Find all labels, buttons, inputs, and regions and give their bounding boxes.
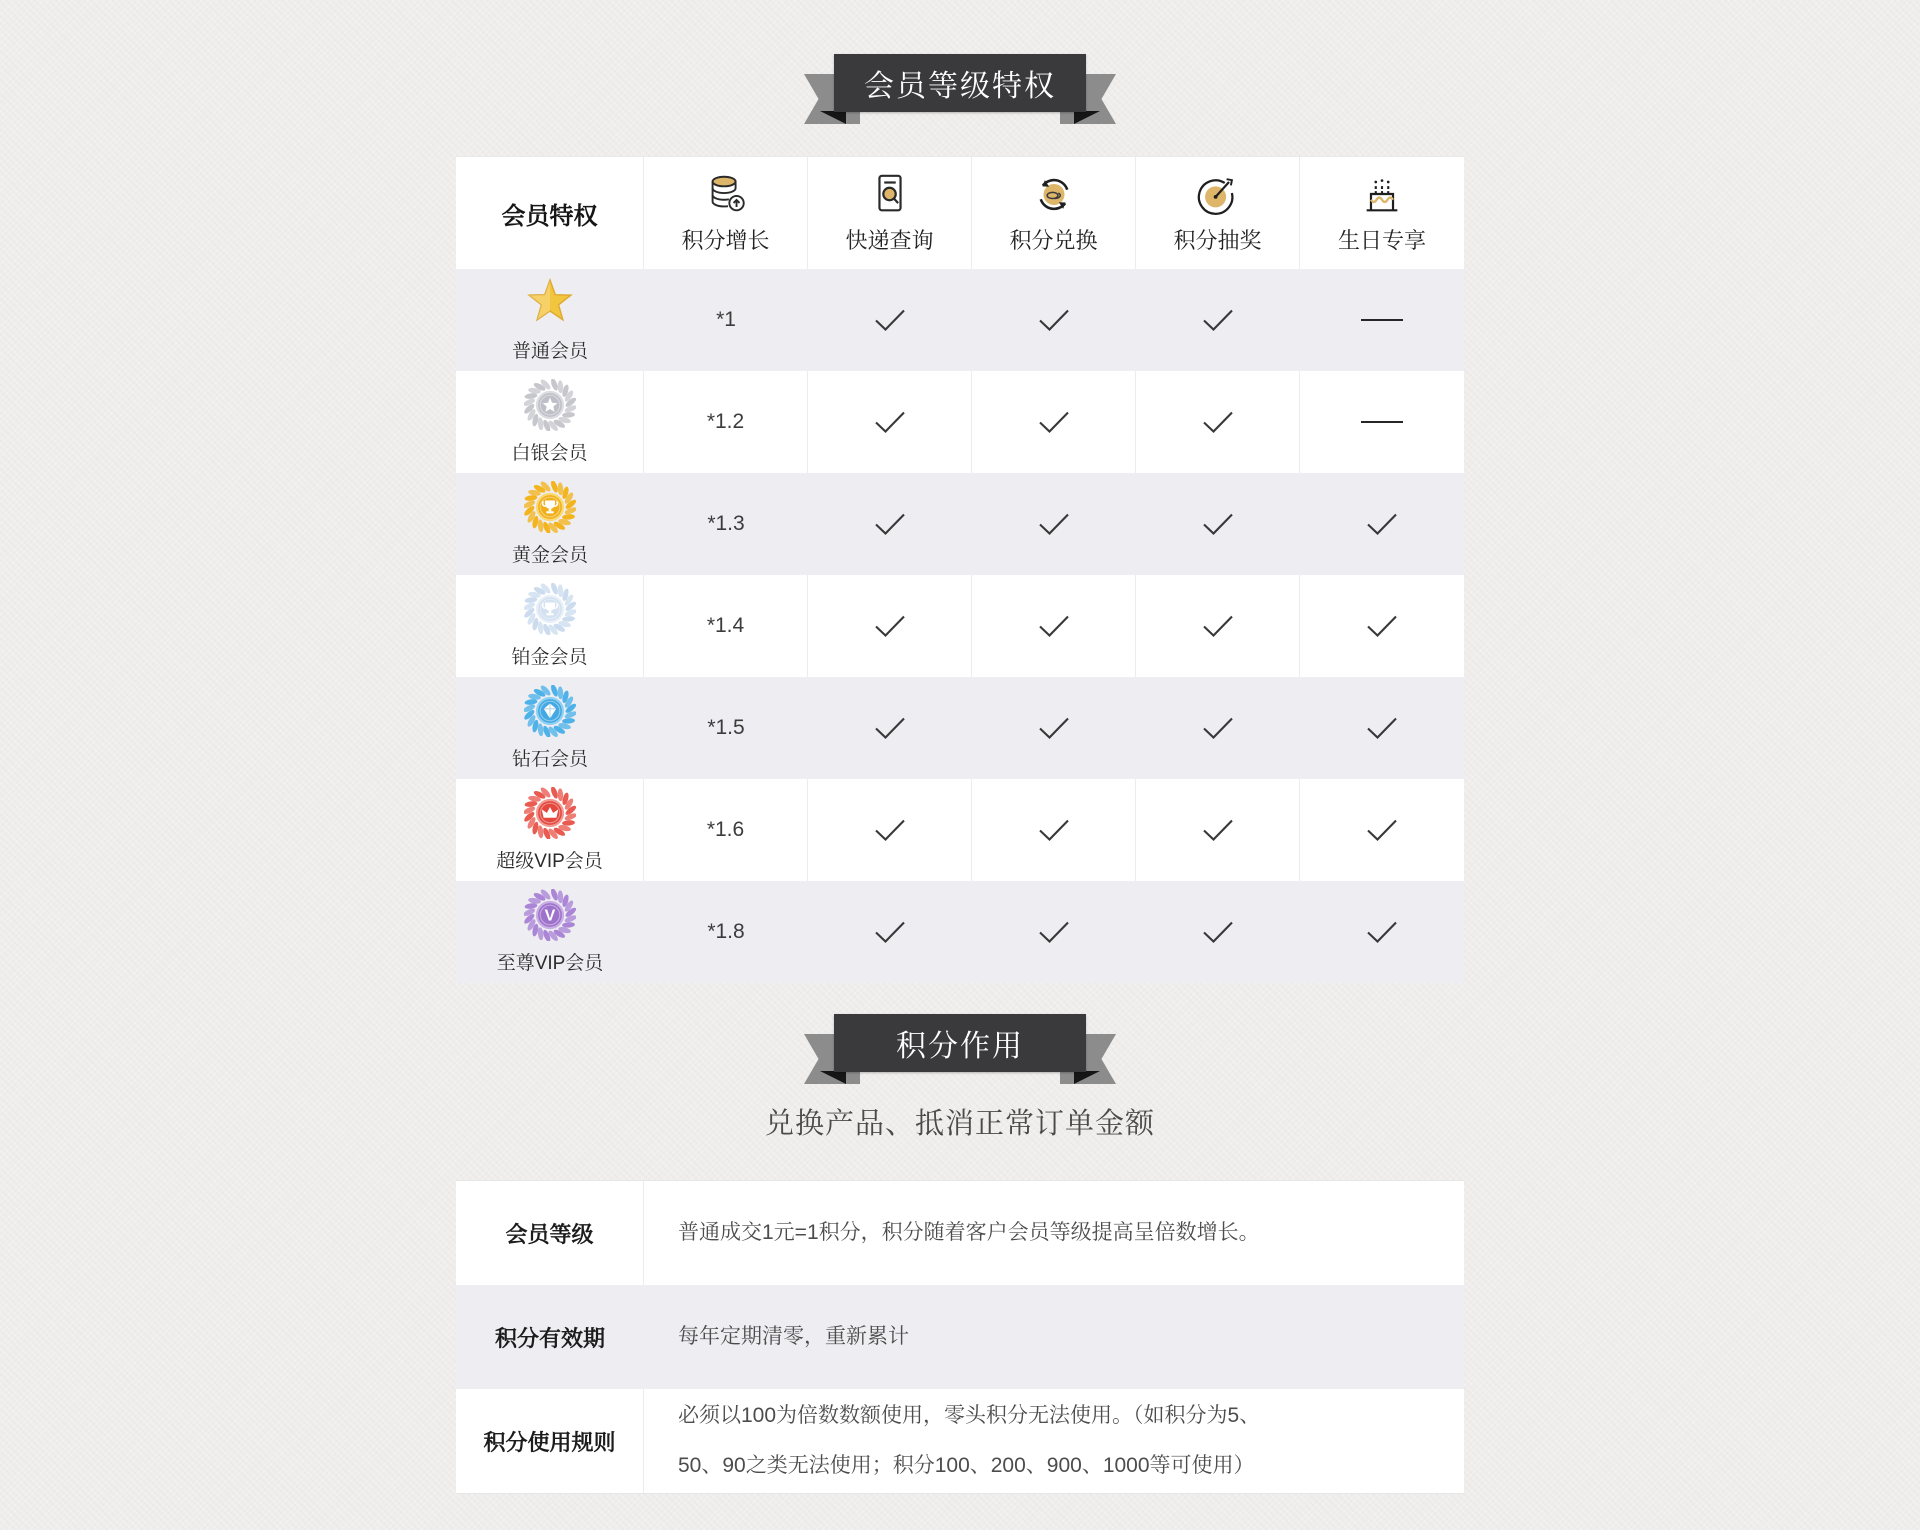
column-header-label: 积分兑换 bbox=[1009, 228, 1098, 253]
points-multiplier-cell bbox=[644, 371, 808, 473]
column-header bbox=[1136, 157, 1300, 269]
membership-privileges-table bbox=[456, 156, 1464, 983]
member-level-label: 钻石会员 bbox=[511, 749, 588, 770]
column-header bbox=[972, 157, 1136, 269]
check-icon bbox=[1136, 881, 1300, 983]
points-multiplier-cell bbox=[644, 575, 808, 677]
lottery-dart-icon bbox=[1195, 171, 1241, 217]
column-header-label: 积分增长 bbox=[681, 228, 770, 253]
check-icon bbox=[972, 881, 1136, 983]
member-row bbox=[456, 779, 1464, 881]
member-row bbox=[456, 473, 1464, 575]
member-row bbox=[456, 269, 1464, 371]
check-icon bbox=[808, 779, 972, 881]
check-icon bbox=[1300, 677, 1464, 779]
member-level-cell bbox=[456, 779, 644, 881]
rule-content-line: 必须以100为倍数数额使用，零头积分无法使用。（如积分为5、 bbox=[678, 1404, 1261, 1427]
points-multiplier-cell bbox=[644, 473, 808, 575]
membership-page bbox=[0, 54, 1920, 1530]
dash-icon bbox=[1300, 269, 1464, 371]
privileges-ribbon bbox=[834, 54, 1086, 112]
svg-text:V: V bbox=[544, 907, 556, 925]
rule-content-line: 50、90之类无法使用；积分100、200、900、1000等可使用） bbox=[678, 1454, 1255, 1477]
points-ribbon bbox=[834, 1014, 1086, 1072]
column-header bbox=[644, 157, 808, 269]
check-icon bbox=[1300, 881, 1464, 983]
points-multiplier-value: *1.5 bbox=[707, 716, 745, 739]
points-multiplier-cell bbox=[644, 269, 808, 371]
member-level-label: 铂金会员 bbox=[511, 647, 588, 668]
check-icon bbox=[1300, 575, 1464, 677]
check-icon bbox=[972, 371, 1136, 473]
points-exchange-icon bbox=[1031, 171, 1077, 217]
privileges-table-body bbox=[456, 269, 1464, 983]
check-icon bbox=[1136, 779, 1300, 881]
member-row bbox=[456, 677, 1464, 779]
member-badge-icon bbox=[524, 685, 576, 737]
points-multiplier-cell bbox=[644, 677, 808, 779]
member-badge-icon bbox=[524, 889, 576, 941]
member-badge-icon bbox=[523, 277, 577, 329]
check-icon bbox=[972, 269, 1136, 371]
points-multiplier-value: *1.2 bbox=[706, 410, 745, 433]
points-rules-table bbox=[456, 1180, 1464, 1494]
column-header-label: 积分抽奖 bbox=[1173, 228, 1262, 253]
check-icon bbox=[972, 779, 1136, 881]
rule-row bbox=[456, 1285, 1464, 1389]
privileges-header-row bbox=[456, 157, 1464, 269]
check-icon bbox=[1136, 371, 1300, 473]
column-header bbox=[1300, 157, 1464, 269]
points-multiplier-cell bbox=[644, 779, 808, 881]
column-header-label: 生日专享 bbox=[1337, 228, 1426, 253]
check-icon bbox=[808, 269, 972, 371]
column-header bbox=[808, 157, 972, 269]
member-level-label: 至尊VIP会员 bbox=[496, 953, 604, 974]
rule-label: 会员等级 bbox=[456, 1181, 644, 1285]
rule-content-line: 每年定期清零，重新累计 bbox=[678, 1325, 909, 1348]
member-level-cell bbox=[456, 473, 644, 575]
points-ribbon-title: 积分作用 bbox=[834, 1014, 1086, 1072]
rule-content bbox=[644, 1181, 1464, 1285]
check-icon bbox=[808, 881, 972, 983]
check-icon bbox=[1300, 473, 1464, 575]
points-multiplier-value: *1.3 bbox=[707, 512, 745, 535]
member-level-label: 白银会员 bbox=[511, 443, 588, 464]
privileges-ribbon-title: 会员等级特权 bbox=[834, 54, 1086, 112]
points-multiplier-value: *1.6 bbox=[706, 818, 745, 841]
column-header-label: 会员特权 bbox=[501, 202, 598, 230]
dash-icon bbox=[1300, 371, 1464, 473]
member-level-cell bbox=[456, 575, 644, 677]
check-icon bbox=[1136, 473, 1300, 575]
member-level-cell bbox=[456, 677, 644, 779]
points-multiplier-value: *1.4 bbox=[706, 614, 745, 637]
coins-growth-icon bbox=[703, 171, 749, 217]
member-level-label: 黄金会员 bbox=[511, 545, 588, 566]
check-icon bbox=[1136, 677, 1300, 779]
rule-row bbox=[456, 1181, 1464, 1285]
check-icon bbox=[808, 575, 972, 677]
member-badge-icon bbox=[524, 379, 576, 431]
points-multiplier-cell bbox=[644, 881, 808, 983]
check-icon bbox=[972, 677, 1136, 779]
rule-content bbox=[644, 1389, 1464, 1493]
column-header-label: 快递查询 bbox=[845, 228, 934, 253]
points-multiplier-value: *1.8 bbox=[707, 920, 745, 943]
member-level-label: 普通会员 bbox=[511, 341, 588, 362]
check-icon bbox=[808, 371, 972, 473]
check-icon bbox=[972, 473, 1136, 575]
member-badge-icon bbox=[524, 583, 576, 635]
rule-row bbox=[456, 1389, 1464, 1493]
member-level-cell bbox=[456, 371, 644, 473]
check-icon bbox=[808, 677, 972, 779]
rule-content bbox=[644, 1285, 1464, 1389]
rule-content-line: 普通成交1元=1积分，积分随着客户会员等级提高呈倍数增长。 bbox=[678, 1221, 1260, 1244]
birthday-cake-icon bbox=[1359, 171, 1405, 217]
check-icon bbox=[972, 575, 1136, 677]
points-subtitle: 兑换产品、抵消正常订单金额 bbox=[764, 1108, 1155, 1140]
member-row bbox=[456, 371, 1464, 473]
check-icon bbox=[808, 473, 972, 575]
delivery-search-icon bbox=[867, 171, 913, 217]
member-badge-icon bbox=[524, 787, 576, 839]
member-row bbox=[456, 881, 1464, 983]
check-icon bbox=[1136, 575, 1300, 677]
check-icon bbox=[1136, 269, 1300, 371]
member-badge-icon bbox=[524, 481, 576, 533]
column-header bbox=[456, 157, 644, 269]
rule-label: 积分使用规则 bbox=[456, 1389, 644, 1493]
member-level-cell bbox=[456, 881, 644, 983]
member-level-label: 超级VIP会员 bbox=[496, 851, 603, 872]
member-level-cell bbox=[456, 269, 644, 371]
points-multiplier-value: *1 bbox=[716, 308, 736, 331]
check-icon bbox=[1300, 779, 1464, 881]
rule-label: 积分有效期 bbox=[494, 1325, 605, 1351]
member-row bbox=[456, 575, 1464, 677]
